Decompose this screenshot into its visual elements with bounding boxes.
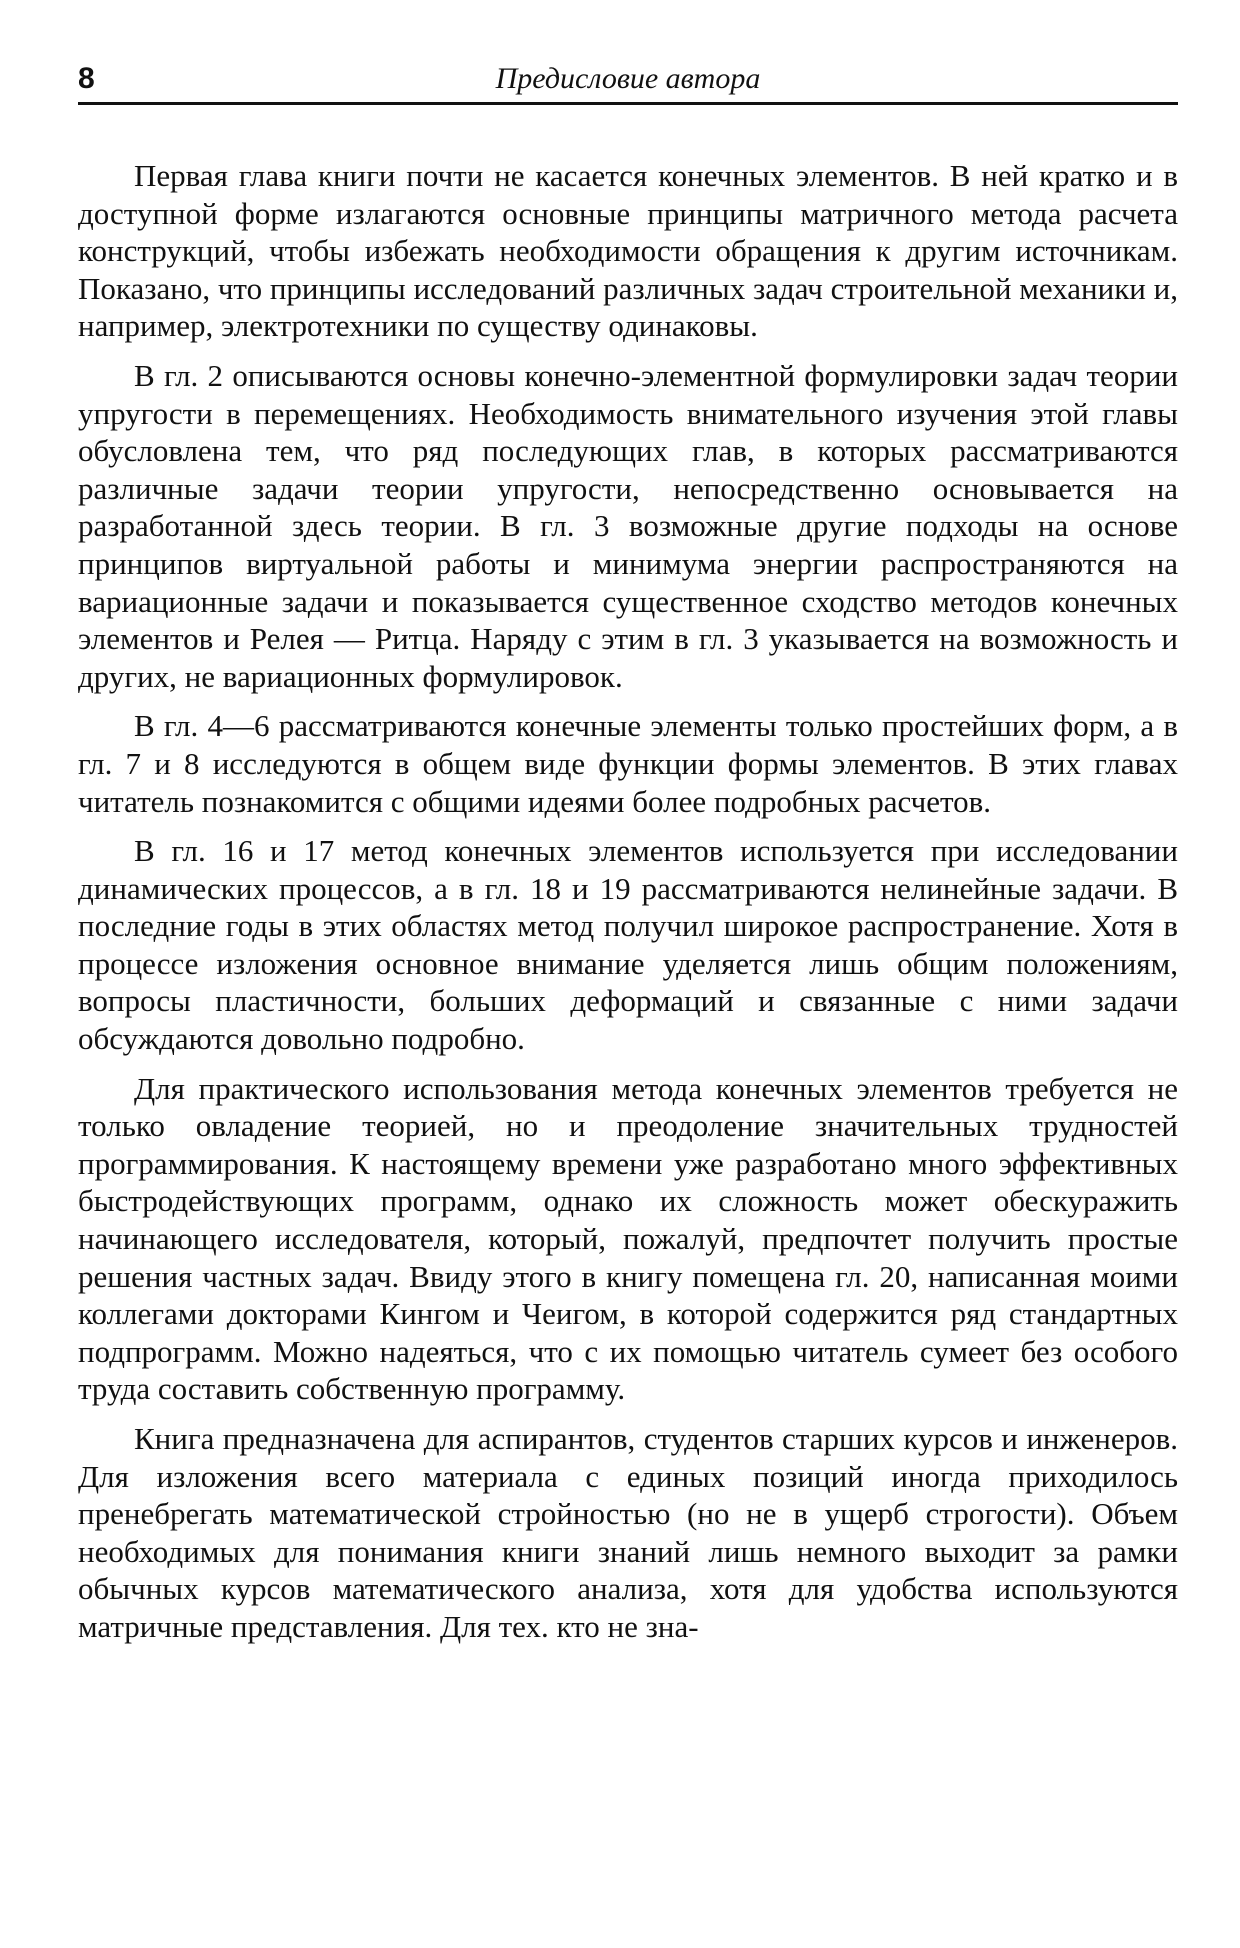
running-title: Предисловие автора	[495, 62, 761, 95]
paragraph-3: В гл. 4—6 рассматриваются конечные элементы только простейших форм, а в гл. 7 и 8 исследуются в общем виде функции формы элементов. В этих главах читатель познакомится с общими идеями более подробных расчетов.	[78, 708, 1178, 819]
running-header	[78, 52, 1178, 105]
paragraph-1: Первая глава книги почти не касается конечных элементов. В ней кратко и в доступной форме излагаются основные принципы матричного метода расчета конструкций, чтобы избежать необходимости обращения к другим источникам. Показано, что принципы исследований различных задач строительной механики и, например, электротехники по существу одинаковы.	[78, 158, 1178, 344]
paragraph-5: Для практического использования метода конечных элементов требуется не только овладение теорией, но и преодоление значительных трудностей программирования. К настоящему времени уже разработано много эффективных быстродействующих программ, однако их сложность может обескуражить начинающего исследователя, который, пожалуй, предпочтет получить простые решения частных задач. Ввиду этого в книгу помещена гл. 20, написанная моими коллегами докторами Кингом и Чеигом, в которой содержится ряд стандартных подпрограмм. Можно надеяться, что с их помощью читатель сумеет без особого труда составить собственную программу.	[78, 1070, 1178, 1407]
page-number: 8	[78, 62, 95, 95]
paragraph-6: Книга предназначена для аспирантов, студентов старших курсов и инженеров. Для изложения всего материала с единых позиций иногда приходилось пренебрегать математической стройностью (но не в ущерб строгости). Объем необходимых для понимания книги знаний лишь немного выходит за рамки обычных курсов математического анализа, хотя для удобства используются матричные представления. Для тех. кто не зна-	[78, 1421, 1178, 1644]
paragraph-4: В гл. 16 и 17 метод конечных элементов используется при исследовании динамических процессов, а в гл. 18 и 19 рассматриваются нелинейные задачи. В последние годы в этих областях метод получил широкое распространение. Хотя в процессе изложения основное внимание уделяется лишь общим положениям, вопросы пластичности, больших деформаций и связанные с ними задачи обсуждаются довольно подробно.	[78, 833, 1178, 1057]
body-text	[78, 157, 1178, 1646]
book-page	[78, 52, 1178, 1932]
paragraph-2: В гл. 2 описываются основы конечно-элементной формулировки задач теории упругости в перемещениях. Необходимость внимательного изучения этой главы обусловлена тем, что ряд последующих глав, в которых рассматриваются различные задачи теории упругости, непосредственно основывается на разработанной здесь теории. В гл. 3 возможные другие подходы на основе принципов виртуальной работы и минимума энергии распространяются на вариационные задачи и показывается существенное сходство методов конечных элементов и Релея — Ритца. Наряду с этим в гл. 3 указывается на возможность и других, не вариационных формулировок.	[78, 357, 1178, 694]
